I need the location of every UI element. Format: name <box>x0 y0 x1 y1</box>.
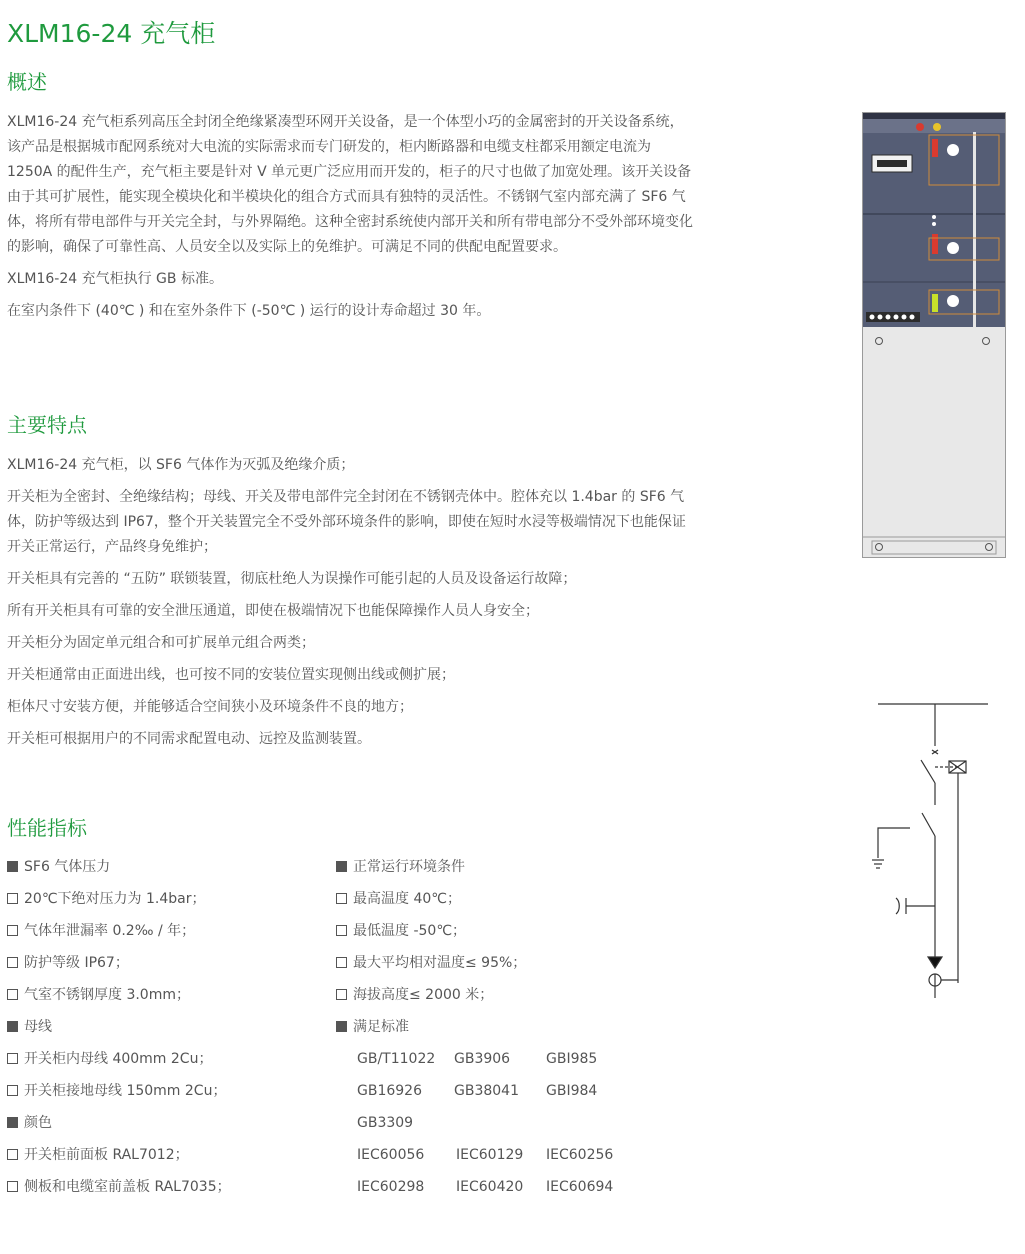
breaker-contact-icon <box>921 760 935 783</box>
feature-item: 开关柜可根据用户的不同需求配置电动、远控及监测装置。 <box>7 731 371 747</box>
disconnector-knob-icon <box>947 242 959 254</box>
indicator-dot <box>932 222 936 226</box>
specs-right-column <box>336 855 686 1207</box>
standard-code: GB/T11022 <box>357 1051 436 1067</box>
standard-code: GB3906 <box>454 1051 511 1067</box>
spec-item: 气室不锈钢厚度 3.0mm； <box>7 983 327 1015</box>
standard-code: IEC60256 <box>546 1147 614 1163</box>
standard-code: IEC60056 <box>357 1147 425 1163</box>
earthing-knob-icon <box>947 295 959 307</box>
control-button-icon <box>878 315 883 320</box>
standard-code: IEC60129 <box>456 1147 524 1163</box>
switchgear-cabinet-illustration <box>862 112 1006 558</box>
standards-row <box>336 1175 686 1207</box>
spec-item: 开关柜接地母线 150mm 2Cu； <box>7 1079 327 1111</box>
busbar-line <box>973 132 976 328</box>
red-indicator-icon <box>916 123 924 131</box>
feature-item: 开关柜分为固定单元组合和可扩展单元组合两类； <box>7 635 315 651</box>
earth-branch <box>878 828 910 858</box>
spec-item: 海拔高度≤ 2000 米； <box>336 983 686 1015</box>
earthing-status-icon <box>932 294 938 312</box>
control-button-icon <box>894 315 899 320</box>
spec-item: 开关柜内母线 400mm 2Cu； <box>7 1047 327 1079</box>
control-button-icon <box>910 315 915 320</box>
performance-specs <box>7 855 687 1205</box>
spec-group: 满足标准 <box>336 1015 686 1047</box>
spec-group: 正常运行环境条件 <box>336 855 686 887</box>
overview-text <box>7 110 697 331</box>
feature-item: 开关柜通常由正面进出线，也可按不同的安装位置实现侧出线或侧扩展； <box>7 667 455 683</box>
feature-item: 开关柜具有完善的 “五防” 联锁装置，彻底杜绝人为误操作可能引起的人员及设备运行故障； <box>7 571 577 587</box>
standards-row <box>336 1047 686 1079</box>
features-heading: 主要特点 <box>7 413 87 437</box>
control-button-icon <box>902 315 907 320</box>
feature-item: 所有开关柜具有可靠的安全泄压通道，即使在极端情况下也能保障操作人员人身安全； <box>7 603 539 619</box>
spec-item: 最大平均相对温度≤ 95%； <box>336 951 686 983</box>
control-button-icon <box>870 315 875 320</box>
spec-item: 防护等级 IP67； <box>7 951 327 983</box>
spec-group: 母线 <box>7 1015 327 1047</box>
standard-code: GBI984 <box>546 1083 598 1099</box>
standards-row <box>336 1143 686 1175</box>
feature-item: 开关柜为全密封、全绝缘结构；母线、开关及带电部件完全封闭在不锈钢壳体中。腔体充以 1.4bar 的 SF6 气体，防护等级达到 IP67，整个开关装置完全不受外部环境条件的影响，即使在短时水浸等极端情况下也能保证开关正常运行，产品终身免维护； <box>7 489 686 555</box>
standards-row <box>336 1111 686 1143</box>
standard-code: IEC60694 <box>546 1179 614 1195</box>
spec-item: 气体年泄漏率 0.2‰ / 年； <box>7 919 327 951</box>
standard-code: IEC60298 <box>357 1179 425 1195</box>
standard-code: GB16926 <box>357 1083 422 1099</box>
cabinet-top-bar <box>863 113 1005 119</box>
spec-group: 颜色 <box>7 1111 327 1143</box>
spec-item: 侧板和电缆室前盖板 RAL7035； <box>7 1175 327 1207</box>
standards-row <box>336 1079 686 1111</box>
page-title: XLM16-24 充气柜 <box>7 19 216 48</box>
spec-item: 最低温度 -50℃； <box>336 919 686 951</box>
feature-item: 柜体尺寸安装方便，并能够适合空间狭小及环境条件不良的地方； <box>7 699 413 715</box>
earthing-switch-icon <box>922 813 935 836</box>
overview-heading: 概述 <box>7 70 47 94</box>
meter-display <box>877 160 907 167</box>
spec-group: SF6 气体压力 <box>7 855 327 887</box>
standard-code: IEC60420 <box>456 1179 524 1195</box>
yellow-indicator-icon <box>933 123 941 131</box>
features-list <box>7 453 697 759</box>
standard-code: GB3309 <box>357 1115 414 1131</box>
cable-termination-icon <box>928 957 942 968</box>
spec-item: 20℃下绝对压力为 1.4bar； <box>7 887 327 919</box>
breaker-knob-icon <box>947 144 959 156</box>
standard-code: GBI985 <box>546 1051 598 1067</box>
disconnector-status-icon <box>932 234 938 254</box>
single-line-diagram <box>866 698 996 1003</box>
standard-code: GB38041 <box>454 1083 519 1099</box>
overview-paragraph: XLM16-24 充气柜系列高压全封闭全绝缘紧凑型环网开关设备，是一个体型小巧的金属密封的开关设备系统，该产品是根据城市配网系统对大电流的实际需求而专门研发的，柜内断路器和电缆支柱都采用额定电流为 1250A 的配件生产，充气柜主要是针对 V 单元更广泛应用而开发的，柜子的尺寸也做了加宽处理。该开关设备由于其可扩展性，能实现全模块化和半模块化的组合方式而具有独特的灵活性。不锈钢气室内部充满了 SF6 气体，将所有带电部件与开关完全封，与外界隔绝。这种全密封系统使内部开关和所有带电部分不受外部环境变化的影响，确保了可靠性高、人员安全以及实际上的免维护。可满足不同的供配电配置要求。 <box>7 114 693 255</box>
feature-item: XLM16-24 充气柜，以 SF6 气体作为灭弧及绝缘介质； <box>7 457 355 473</box>
overview-paragraph: 在室内条件下 (40℃ ) 和在室外条件下 (-50℃ ) 运行的设计寿命超过 30 年。 <box>7 303 491 319</box>
overview-paragraph: XLM16-24 充气柜执行 GB 标准。 <box>7 271 223 287</box>
capacitor-icon <box>896 898 899 914</box>
spec-item: 最高温度 40℃； <box>336 887 686 919</box>
breaker-status-icon <box>932 139 938 157</box>
performance-heading: 性能指标 <box>7 816 87 840</box>
indicator-dot <box>932 215 936 219</box>
specs-left-column <box>7 855 327 1207</box>
control-button-icon <box>886 315 891 320</box>
spec-item: 开关柜前面板 RAL7012； <box>7 1143 327 1175</box>
